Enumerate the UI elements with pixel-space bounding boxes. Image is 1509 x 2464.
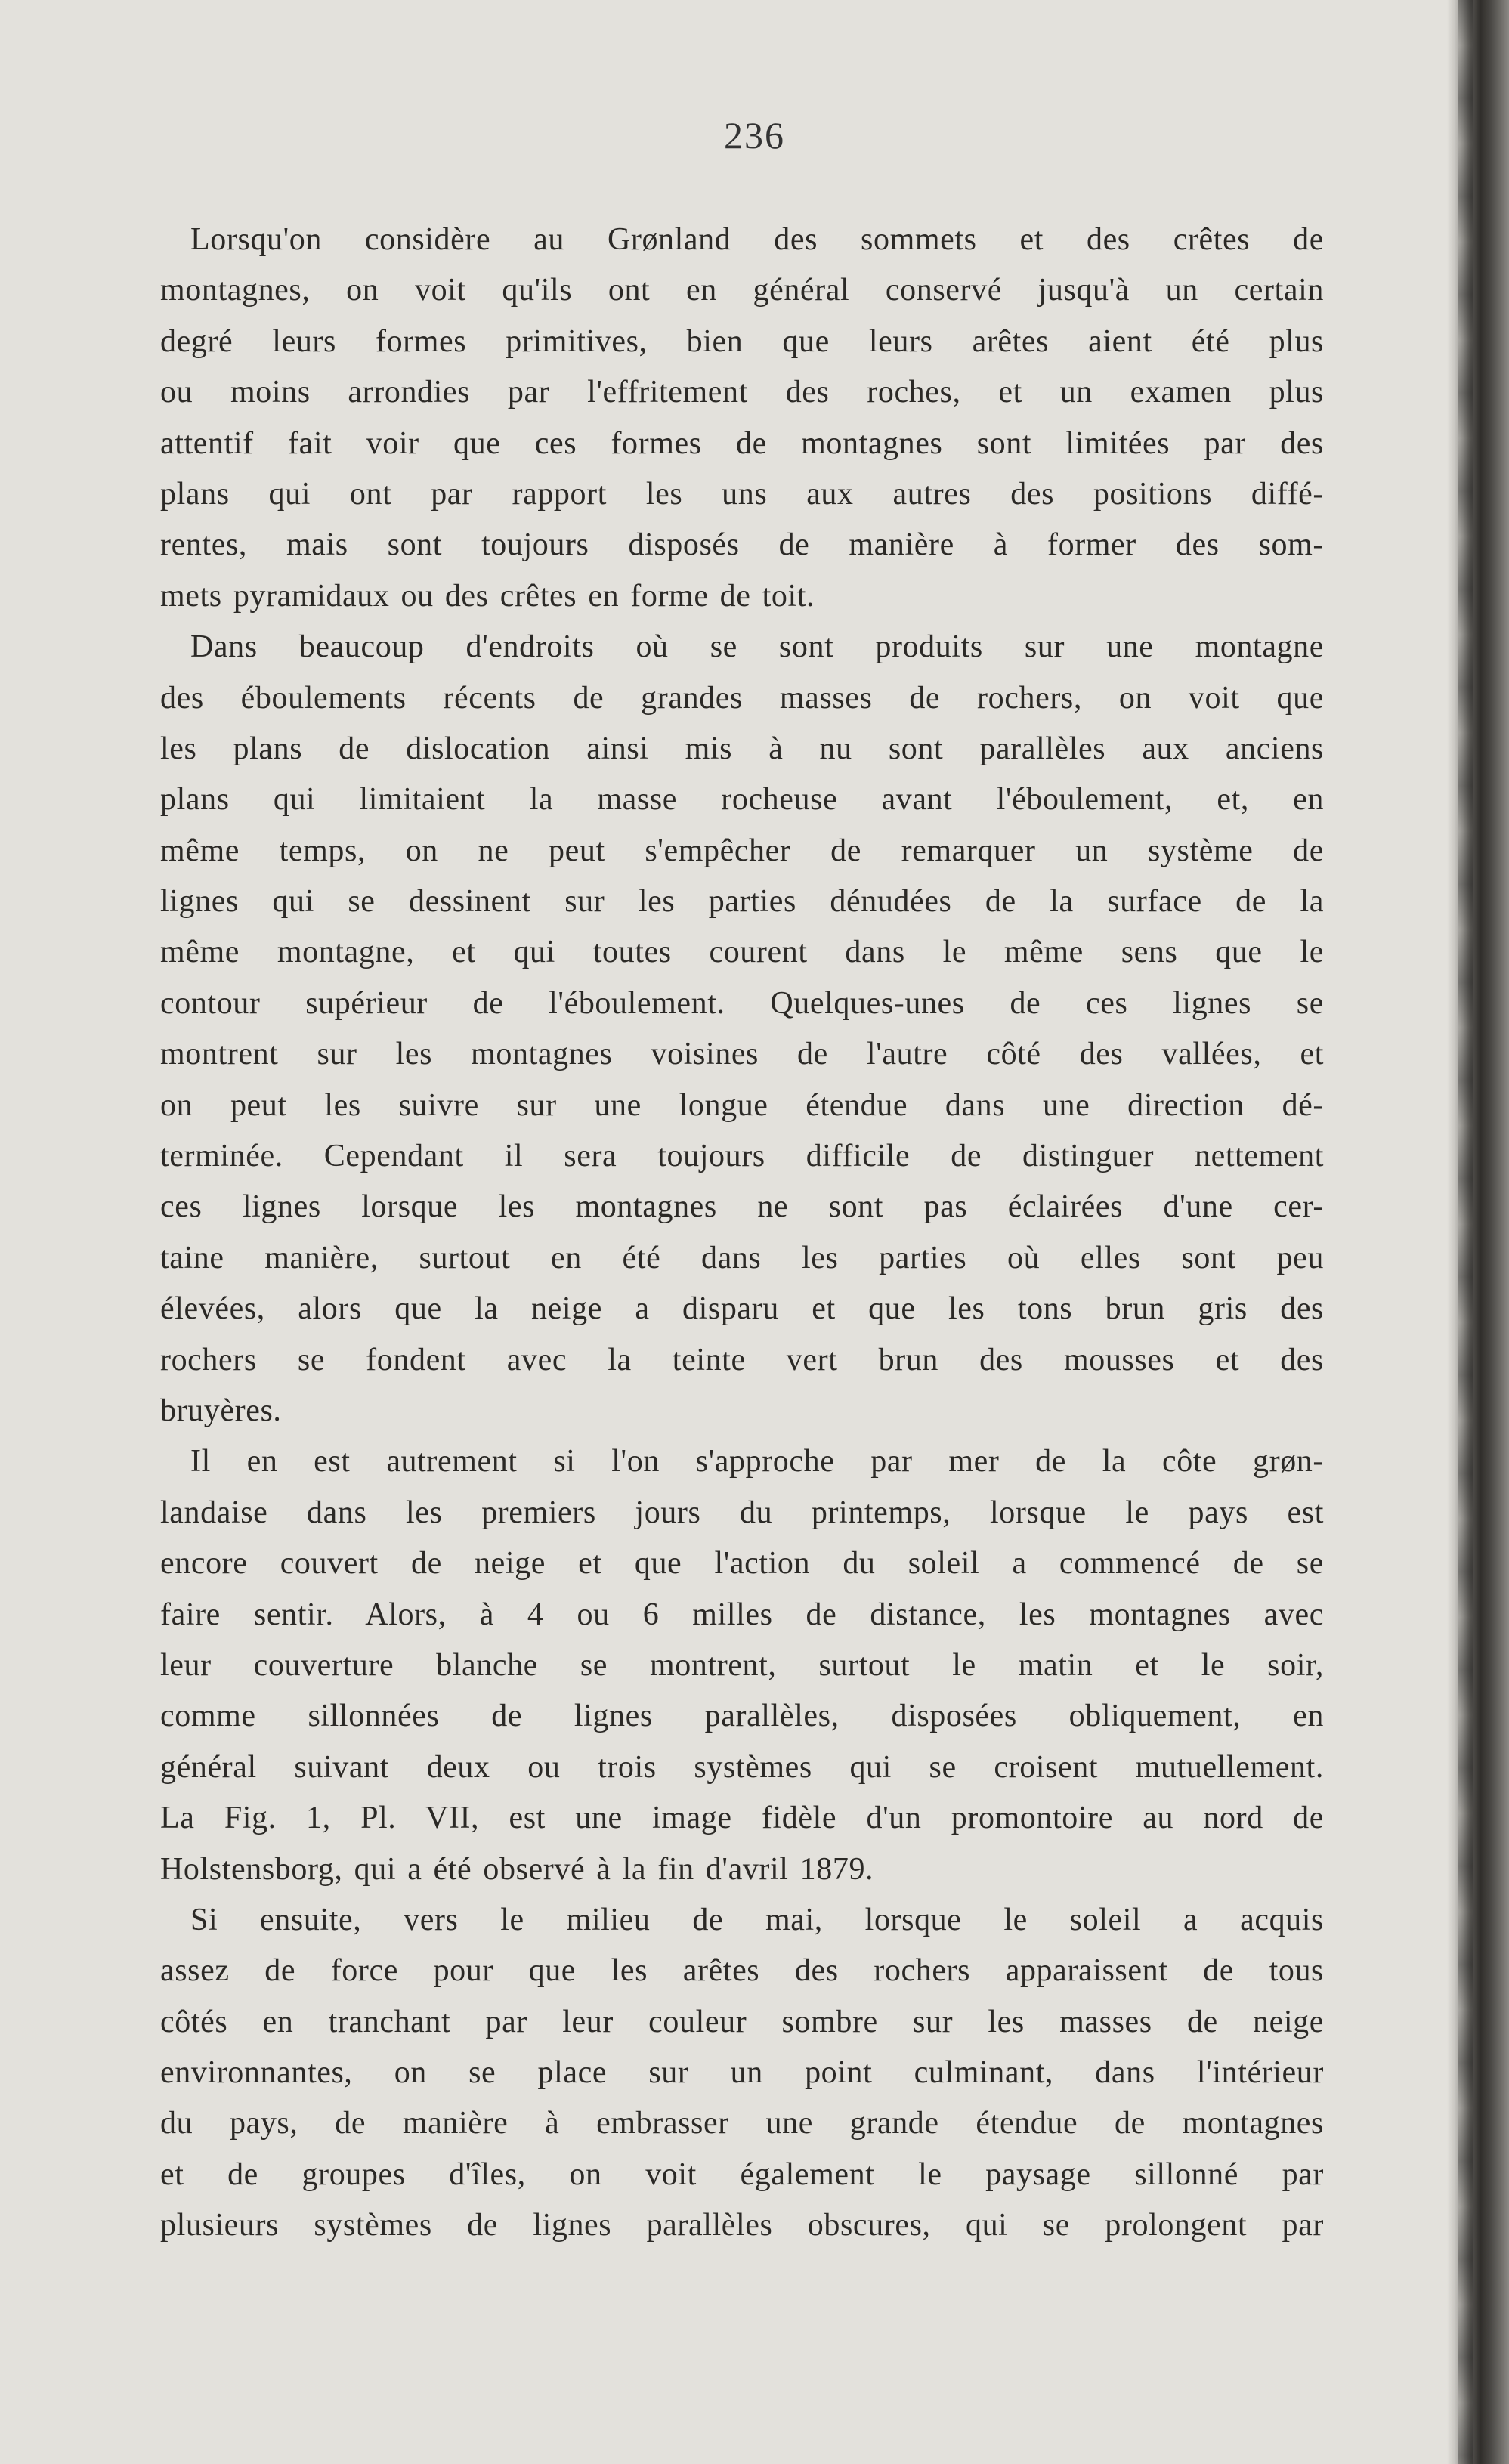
paragraph-line: Dans beaucoup d'endroits où se sont produits sur une montagne <box>190 629 1324 665</box>
page-number: 236 <box>724 114 785 156</box>
paragraph-line: montagnes, on voit qu'ils ont en général conservé jusqu'à un certain <box>160 273 1324 308</box>
paragraph-line: mets pyramidaux ou des crêtes en forme de toit. <box>160 578 815 614</box>
paragraph-line: Lorsqu'on considère au Grønland des sommets et des crêtes de <box>190 222 1324 257</box>
paragraph-line: des éboulements récents de grandes masses de rochers, on voit que <box>160 680 1324 716</box>
paragraph-line: attentif fait voir que ces formes de montagnes sont limitées par des <box>160 425 1324 461</box>
binding-shadow <box>1458 0 1473 2464</box>
paragraph-line: même temps, on ne peut s'empêcher de remarquer un système de <box>160 833 1324 868</box>
paragraph-line: environnantes, on se place sur un point culminant, dans l'intérieur <box>160 2055 1324 2091</box>
paragraph-line: ces lignes lorsque les montagnes ne sont pas éclairées d'une cer- <box>160 1189 1324 1225</box>
paragraph-line: plans qui limitaient la masse rocheuse avant l'éboulement, et, en <box>160 782 1324 818</box>
paragraph-line: landaise dans les premiers jours du printemps, lorsque le pays est <box>160 1495 1324 1530</box>
body-text <box>160 215 1324 2252</box>
paragraph-line: assez de force pour que les arêtes des rochers apparaissent de tous <box>160 1953 1324 1989</box>
paragraph-line: Il en est autrement si l'on s'approche par mer de la côte grøn- <box>190 1444 1324 1479</box>
paragraph-line: contour supérieur de l'éboulement. Quelques-unes de ces lignes se <box>160 985 1324 1021</box>
paragraph-line: plusieurs systèmes de lignes parallèles obscures, qui se prolongent par <box>160 2208 1324 2243</box>
paragraph-line: côtés en tranchant par leur couleur sombre sur les masses de neige <box>160 2004 1324 2039</box>
paragraph-line: leur couverture blanche se montrent, surtout le matin et le soir, <box>160 1647 1324 1683</box>
paragraph-line: encore couvert de neige et que l'action du soleil a commencé de se <box>160 1546 1324 1581</box>
paragraph-line: faire sentir. Alors, à 4 ou 6 milles de distance, les montagnes avec <box>160 1597 1324 1632</box>
paragraph-line: Holstensborg, qui a été observé à la fin d'avril 1879. <box>160 1851 874 1887</box>
paragraph-line: on peut les suivre sur une longue étendue dans une direction dé- <box>160 1087 1324 1123</box>
paragraph-line: du pays, de manière à embrasser une grande étendue de montagnes <box>160 2106 1324 2141</box>
paragraph-line: les plans de dislocation ainsi mis à nu sont parallèles aux anciens <box>160 731 1324 766</box>
paragraph-line: rochers se fondent avec la teinte vert brun des mousses et des <box>160 1342 1324 1377</box>
paragraph-line: rentes, mais sont toujours disposés de manière à former des som- <box>160 527 1324 563</box>
paragraph-line: terminée. Cependant il sera toujours difficile de distinguer nettement <box>160 1139 1324 1174</box>
paragraph-line: comme sillonnées de lignes parallèles, disposées obliquement, en <box>160 1699 1324 1734</box>
paragraph-line: degré leurs formes primitives, bien que leurs arêtes aient été plus <box>160 323 1324 359</box>
paragraph-line: plans qui ont par rapport les uns aux autres des positions diffé- <box>160 476 1324 512</box>
paragraph-line: montrent sur les montagnes voisines de l'autre côté des vallées, et <box>160 1037 1324 1072</box>
paragraph-line: La Fig. 1, Pl. VII, est une image fidèle d'un promontoire au nord de <box>160 1801 1324 1836</box>
paragraph-line: et de groupes d'îles, on voit également le paysage sillonné par <box>160 2156 1324 2192</box>
paragraph-line: élevées, alors que la neige a disparu et que les tons brun gris des <box>160 1291 1324 1327</box>
book-binding-edge <box>1447 0 1509 2464</box>
paragraph-line: taine manière, surtout en été dans les parties où elles sont peu <box>160 1240 1324 1275</box>
paragraph-line: Si ensuite, vers le milieu de mai, lorsque le soleil a acquis <box>190 1902 1324 1937</box>
paragraph-line: lignes qui se dessinent sur les parties dénudées de la surface de la <box>160 884 1324 920</box>
paragraph-line: général suivant deux ou trois systèmes qui se croisent mutuellement. <box>160 1749 1324 1785</box>
paragraph-line: même montagne, et qui toutes courent dans le même sens que le <box>160 935 1324 970</box>
paragraph-line: bruyères. <box>160 1393 282 1428</box>
paragraph-line: ou moins arrondies par l'effritement des roches, et un examen plus <box>160 375 1324 410</box>
